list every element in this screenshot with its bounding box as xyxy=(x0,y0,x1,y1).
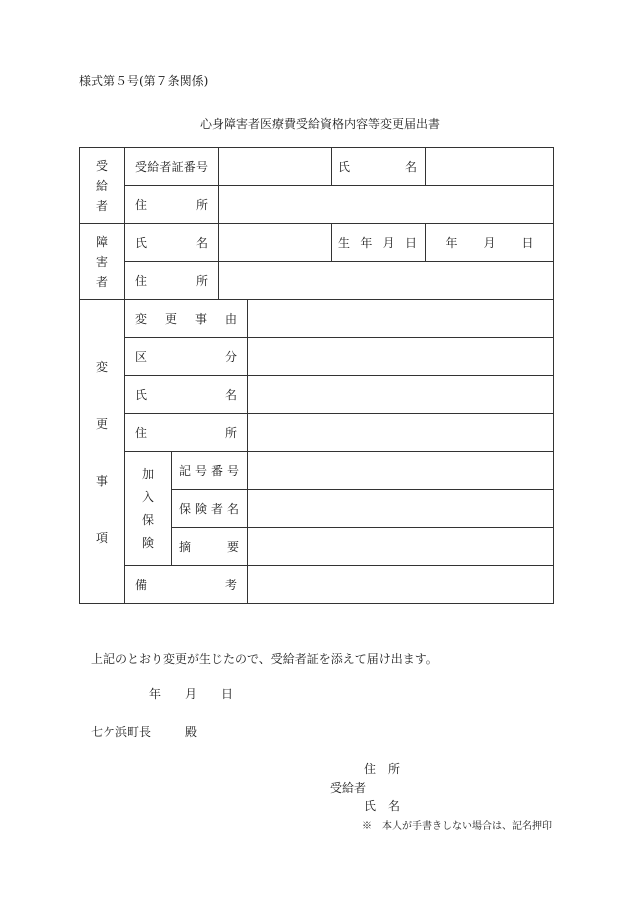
honorific: 殿 xyxy=(185,725,198,739)
recipient-address-field[interactable] xyxy=(219,186,554,224)
category-field[interactable] xyxy=(248,338,554,376)
recipient-address-label: 住 所 xyxy=(125,186,219,224)
addressee: 七ケ浜町長 xyxy=(91,725,152,739)
summary-label: 摘 要 xyxy=(172,528,248,566)
cert-number-label: 受 給 者 証 番 号 xyxy=(125,148,219,186)
disabled-address-label: 住 所 xyxy=(125,262,219,300)
submission-date: 年 月 日 xyxy=(149,687,234,701)
recipient-name-label: 氏 名 xyxy=(332,148,426,186)
form-number: 様式第５号(第７条関係) xyxy=(79,74,209,88)
change-name-label: 氏 名 xyxy=(125,376,248,414)
insurance-group-label: 加 入 保 険 xyxy=(125,452,172,566)
signature-note: ※ 本人が手書きしない場合は、記名押印 xyxy=(362,821,552,832)
insurer-name-field[interactable] xyxy=(248,490,554,528)
birth-date-label: 生 年 月 日 xyxy=(332,224,426,262)
change-reason-label: 変 更 事 由 xyxy=(125,300,248,338)
recipient-group-label: 受 給 者 xyxy=(80,148,125,224)
category-label: 区 分 xyxy=(125,338,248,376)
applicant-name-label: 氏 名 xyxy=(364,799,401,813)
remarks-field[interactable] xyxy=(248,566,554,604)
recipient-name-field[interactable] xyxy=(426,148,554,186)
change-name-field[interactable] xyxy=(248,376,554,414)
applicant-address-label: 住 所 xyxy=(364,762,401,776)
disabled-address-field[interactable] xyxy=(219,262,554,300)
symbol-number-field[interactable] xyxy=(248,452,554,490)
change-address-label: 住 所 xyxy=(125,414,248,452)
disabled-name-field[interactable] xyxy=(219,224,332,262)
change-reason-field[interactable] xyxy=(248,300,554,338)
remarks-label: 備 考 xyxy=(125,566,248,604)
symbol-number-label: 記 号 番 号 xyxy=(172,452,248,490)
disabled-name-label: 氏 名 xyxy=(125,224,219,262)
change-group-label: 変 更 事 項 xyxy=(80,300,125,604)
page-title: 心身障害者医療費受給資格内容等変更届出書 xyxy=(200,117,441,131)
disabled-group-label: 障 害 者 xyxy=(80,224,125,300)
summary-field[interactable] xyxy=(248,528,554,566)
applicant-role-label: 受給者 xyxy=(330,781,367,795)
insurer-name-label: 保 険 者 名 xyxy=(172,490,248,528)
cert-number-field[interactable] xyxy=(219,148,332,186)
form-table xyxy=(79,147,554,604)
change-address-field[interactable] xyxy=(248,414,554,452)
declaration-text: 上記のとおり変更が生じたので、受給者証を添えて届け出ます。 xyxy=(91,652,438,666)
birth-date-field[interactable]: 年 月 日 xyxy=(426,224,554,262)
